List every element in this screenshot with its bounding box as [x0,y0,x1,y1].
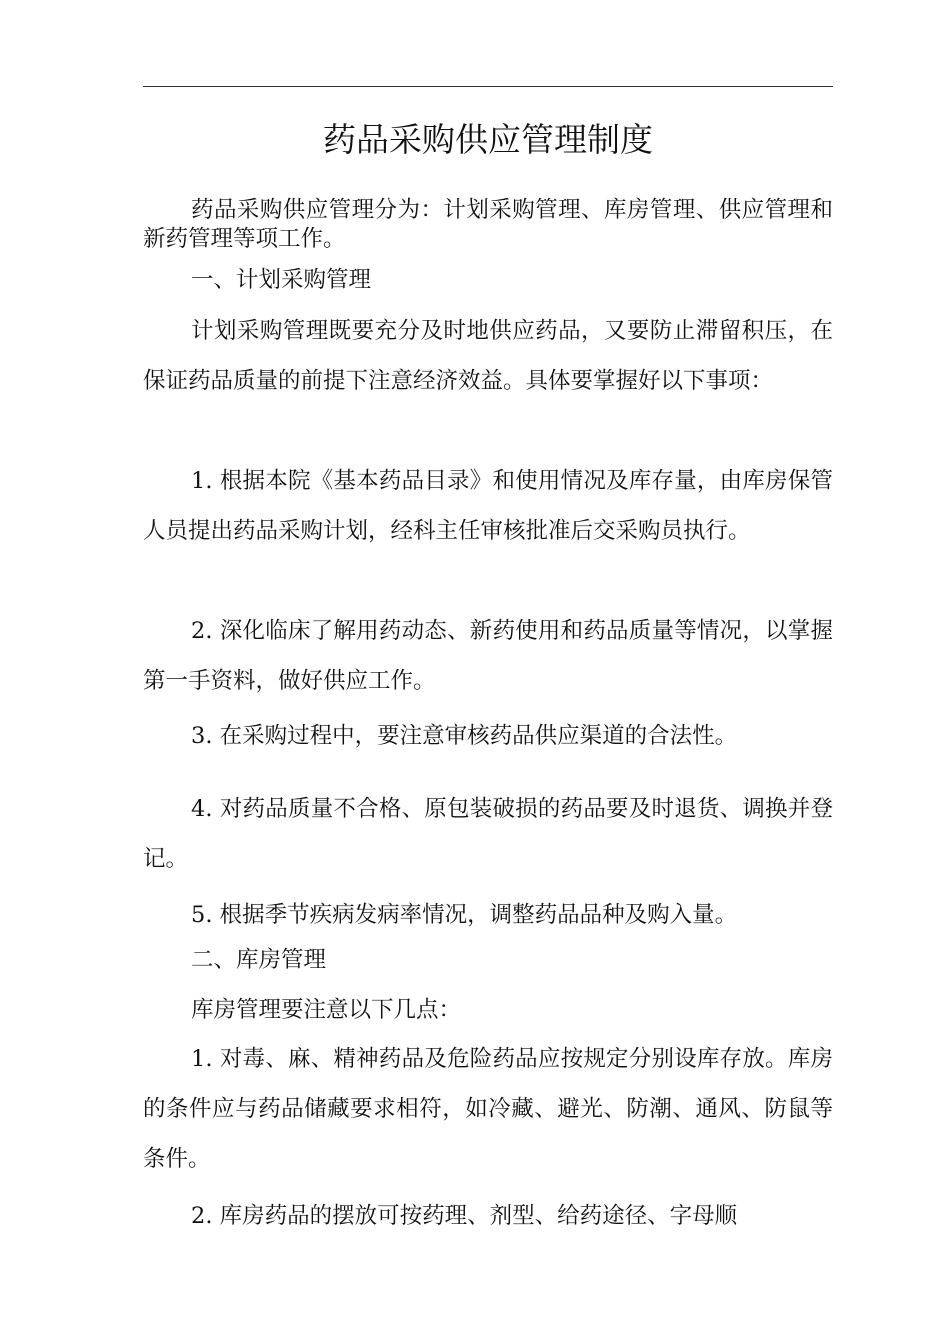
list-item-4: 4. 对药品质量不合格、原包装破损的药品要及时退货、调换并登记。 [143,796,833,872]
document-title: 药品采购供应管理制度 [323,120,653,159]
list-item-2: 2. 深化临床了解用药动态、新药使用和药品质量等情况，以掌握第一手资料，做好供应工作。 [143,618,833,694]
paragraph-storage-intro: 库房管理要注意以下几点： [191,997,462,1023]
storage-list-item-2: 2. 库房药品的摆放可按药理、剂型、给药途径、字母顺 [191,1203,738,1229]
intro-paragraph: 药品采购供应管理分为：计划采购管理、库房管理、供应管理和新药管理等项工作。 [143,197,833,252]
list-item-1: 1. 根据本院《基本药品目录》和使用情况及库存量，由库房保管人员提出药品采购计划，经科主任审核批准后交采购员执行。 [143,468,833,544]
section-heading-1: 一、计划采购管理 [191,267,372,293]
section-heading-2: 二、库房管理 [191,947,327,973]
storage-list-item-1: 1. 对毒、麻、精神药品及危险药品应按规定分别设库存放。库房的条件应与药品储藏要求相符，如冷藏、避光、防潮、通风、防鼠等条件。 [143,1046,833,1172]
list-item-5: 5. 根据季节疾病发病率情况，调整药品品种及购入量。 [191,902,738,928]
paragraph-procurement-intro: 计划采购管理既要充分及时地供应药品，又要防止滞留积压，在保证药品质量的前提下注意经济效益。具体要掌握好以下事项： [143,318,833,394]
list-item-3: 3. 在采购过程中，要注意审核药品供应渠道的合法性。 [191,723,738,749]
header-rule [143,86,833,87]
